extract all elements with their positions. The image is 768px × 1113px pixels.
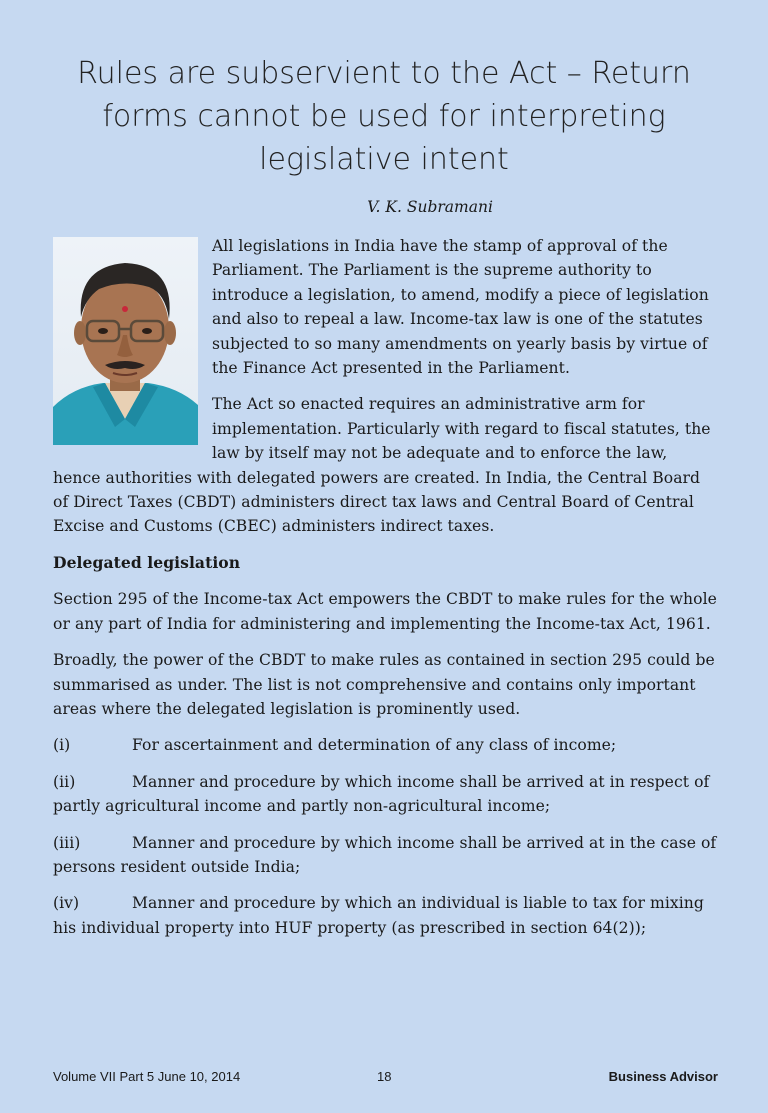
list-item-text: Manner and procedure by which income shall be arrived at in the case of persons resident outside India; — [53, 833, 717, 876]
section-heading: Delegated legislation — [53, 552, 241, 572]
list-item — [53, 770, 718, 819]
intro-paragraph: The Act so enacted requires an administrative arm for implementation. Particularly with regard to fiscal statutes, the law by itself may not be adequate and to enforce the law, hence authorities with delegated powers are created. In India, the Central Board of Direct Taxes (CBDT) administers direct tax laws and Central Board of Central Excise and Customs (CBEC) administers indirect taxes. — [53, 395, 711, 536]
intro-paragraph: All legislations in India have the stamp of approval of the Parliament. The Parliament is the supreme authority to introduce a legislation, to amend, modify a piece of legislation and also to repeal a law. Income-tax law is one of the statutes subjected to so many amendments on yearly basis by virtue of the Finance Act presented in the Parliament. — [212, 237, 709, 378]
list-item-text: Manner and procedure by which an individual is liable to tax for mixing his individual property into HUF property (as prescribed in section 64(2)); — [53, 894, 704, 937]
list-item-number: (i) — [53, 736, 71, 755]
footer-publication: Business Advisor — [608, 1069, 718, 1084]
list-item — [53, 733, 718, 757]
list-item-text: Manner and procedure by which income shall be arrived at in respect of partly agricultural income and partly non-agricultural income; — [53, 772, 710, 816]
author-byline — [0, 198, 768, 216]
list-item-text: For ascertainment and determination of any class of income; — [132, 736, 617, 755]
list-item-number: (iii) — [53, 833, 81, 852]
list-item-number: (ii) — [53, 772, 76, 791]
footer-volume-date: Volume VII Part 5 June 10, 2014 — [53, 1069, 241, 1084]
list-item — [53, 891, 718, 940]
section-paragraph: Broadly, the power of the CBDT to make rules as contained in section 295 could be summarised as under. The list is not comprehensive and contains only important areas where the delegated legislation is prominently used. — [53, 651, 715, 718]
footer-page-number: 18 — [377, 1069, 392, 1084]
article-body — [53, 234, 718, 952]
author-name: V. K. Subramani — [367, 198, 493, 216]
page-footer — [53, 1069, 718, 1089]
list-item-number: (iv) — [53, 894, 80, 913]
list-item — [53, 831, 718, 880]
photo-spacer — [53, 234, 212, 462]
article-title: Rules are subservient to the Act – Return forms cannot be used for interpreting legislative intent — [77, 56, 691, 177]
section-paragraph: Section 295 of the Income-tax Act empowers the CBDT to make rules for the whole or any part of India for administering and implementing the Income-tax Act, 1961. — [53, 590, 717, 633]
